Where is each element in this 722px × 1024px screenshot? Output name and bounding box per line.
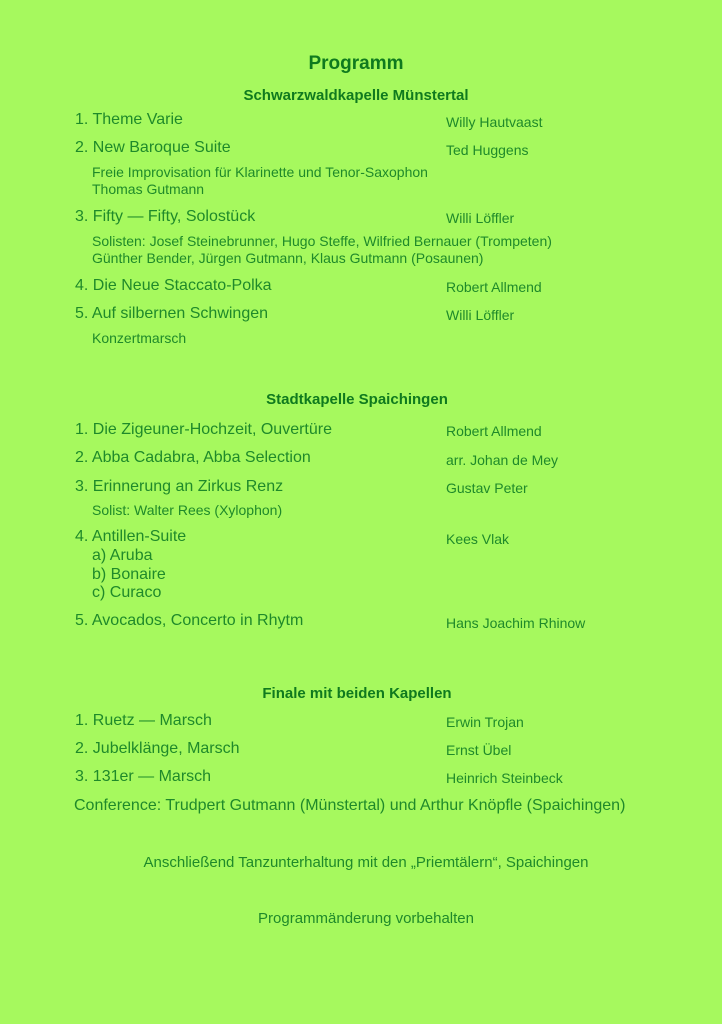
program-item-note: Konzertmarsch <box>92 330 187 346</box>
page-title: Programm <box>308 53 404 74</box>
program-item-composer: Ernst Übel <box>446 742 512 758</box>
program-item-title: 3. 131er — Marsch <box>75 768 212 785</box>
program-item-note: Solisten: Josef Steinebrunner, Hugo Steffe, Wilfried Bernauer (Trompeten) <box>92 233 552 249</box>
section-heading-muenstertal: Schwarzwaldkapelle Münstertal <box>243 87 469 104</box>
program-item-title: 3. Erinnerung an Zirkus Renz <box>75 478 284 495</box>
program-item-title: 2. Jubelklänge, Marsch <box>75 740 240 757</box>
program-item-composer: Erwin Trojan <box>446 714 524 730</box>
suite-part: c) Curaco <box>92 584 162 601</box>
program-item-title: 1. Die Zigeuner-Hochzeit, Ouvertüre <box>75 421 332 438</box>
program-item-composer: Heinrich Steinbeck <box>446 770 563 786</box>
section-heading-spaichingen: Stadtkapelle Spaichingen <box>266 391 448 408</box>
program-item-note: Thomas Gutmann <box>92 181 205 197</box>
section-heading-finale: Finale mit beiden Kapellen <box>262 685 452 702</box>
program-item-title: 3. Fifty — Fifty, Solostück <box>75 208 256 225</box>
disclaimer-line: Programmänderung vorbehalten <box>258 910 474 927</box>
conference-line: Conference: Trudpert Gutmann (Münstertal) und Arthur Knöpfle (Spaichingen) <box>74 797 626 814</box>
program-item-composer: Hans Joachim Rhinow <box>446 615 586 631</box>
program-item-composer: Gustav Peter <box>446 480 528 496</box>
suite-part: b) Bonaire <box>92 566 166 583</box>
program-item-composer: Robert Allmend <box>446 423 542 439</box>
program-item-composer: Willy Hautvaast <box>446 114 543 130</box>
program-item-title: 1. Ruetz — Marsch <box>75 712 212 729</box>
program-item-composer: Willi Löffler <box>446 210 515 226</box>
afterparty-line: Anschließend Tanzunterhaltung mit den „Priemtälern“, Spaichingen <box>143 854 589 871</box>
program-item-note: Solist: Walter Rees (Xylophon) <box>92 502 283 518</box>
program-item-title: 5. Auf silbernen Schwingen <box>75 305 269 322</box>
program-item-composer: arr. Johan de Mey <box>446 452 559 468</box>
suite-part: a) Aruba <box>92 547 153 564</box>
program-item-note: Freie Improvisation für Klarinette und Tenor-Saxophon <box>92 164 428 180</box>
program-item-title: 1. Theme Varie <box>75 111 183 128</box>
program-item-title: 5. Avocados, Concerto in Rhytm <box>75 612 304 629</box>
program-item-title: 4. Die Neue Staccato-Polka <box>75 277 272 294</box>
program-item-composer: Kees Vlak <box>446 531 510 547</box>
program-item-title: 4. Antillen-Suite <box>75 528 187 545</box>
program-item-note: Günther Bender, Jürgen Gutmann, Klaus Gutmann (Posaunen) <box>92 250 484 266</box>
program-item-composer: Robert Allmend <box>446 279 542 295</box>
program-item-title: 2. Abba Cadabra, Abba Selection <box>75 449 311 466</box>
program-item-title: 2. New Baroque Suite <box>75 139 231 156</box>
program-item-composer: Ted Huggens <box>446 142 529 158</box>
program-item-composer: Willi Löffler <box>446 307 515 323</box>
